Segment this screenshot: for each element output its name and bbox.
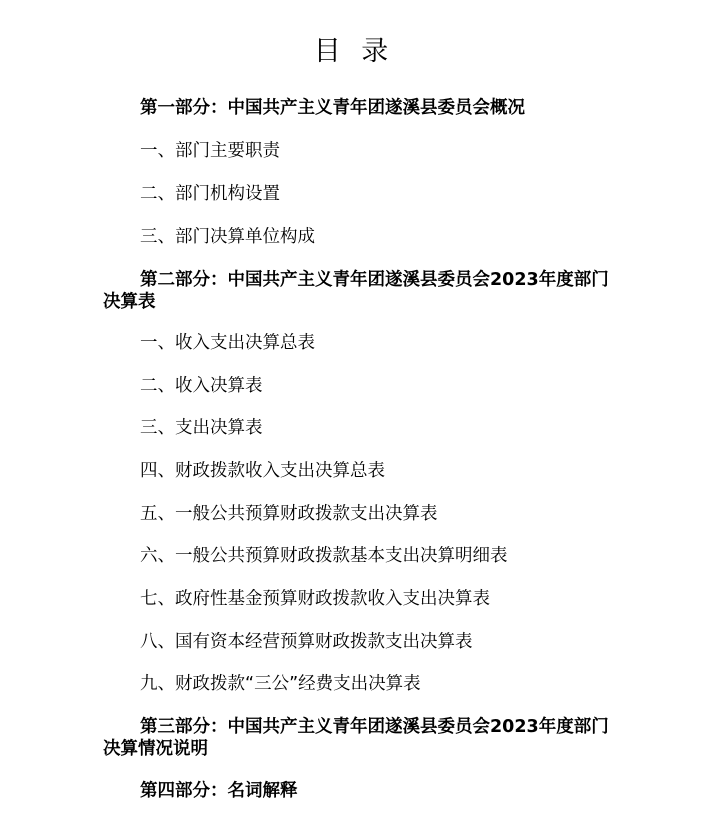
part2-item-1: 一、收入支出决算总表 [140,333,315,353]
part4-heading: 第四部分：名词解释 [140,781,298,801]
page-title: 目 录 [313,36,395,67]
part2-heading: 第二部分：中国共产主义青年团遂溪县委员会2023年度部门决算表 [103,270,609,312]
part3-heading: 第三部分：中国共产主义青年团遂溪县委员会2023年度部门决算情况说明 [103,717,609,759]
part2-item-8: 八、国有资本经营预算财政拨款支出决算表 [140,632,473,652]
part1-item-1: 一、部门主要职责 [140,141,280,161]
part2-item-9: 九、财政拨款“三公”经费支出决算表 [140,674,421,694]
part1-heading: 第一部分：中国共产主义青年团遂溪县委员会概况 [140,98,525,118]
part2-item-2: 二、收入决算表 [140,376,263,396]
part1-item-2: 二、部门机构设置 [140,184,280,204]
part1-item-3: 三、部门决算单位构成 [140,227,315,247]
part2-item-4: 四、财政拨款收入支出决算总表 [140,461,385,481]
part2-item-7: 七、政府性基金预算财政拨款收入支出决算表 [140,589,490,609]
part2-item-3: 三、支出决算表 [140,418,263,438]
part2-item-5: 五、一般公共预算财政拨款支出决算表 [140,504,438,524]
part2-item-6: 六、一般公共预算财政拨款基本支出决算明细表 [140,546,508,566]
